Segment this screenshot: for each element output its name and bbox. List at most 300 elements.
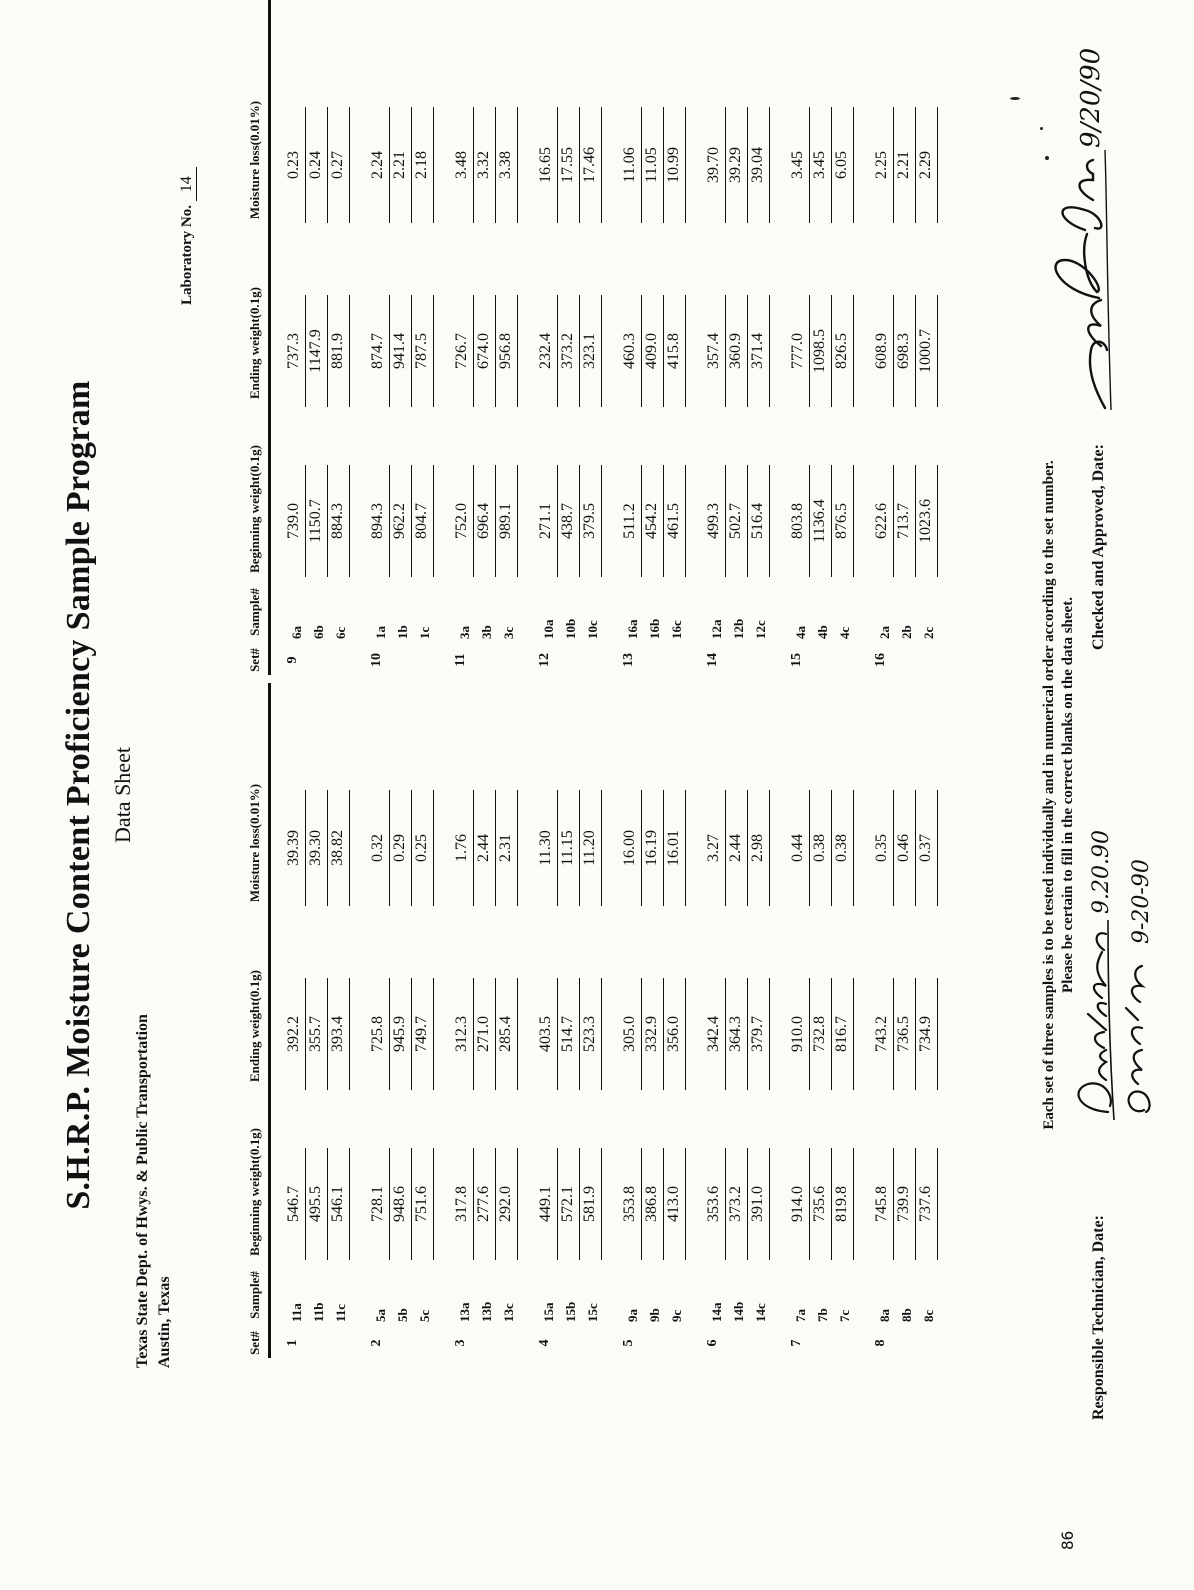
moisture-loss-cell: 3.45 [811,107,832,223]
set-group [523,683,607,1358]
beginning-weight-cell: 413.0 [665,1148,686,1260]
sample-id: 9c [669,1309,684,1322]
laboratory-number-value: 14 [178,167,197,201]
table-row [811,0,833,675]
moisture-loss-cell: 2.21 [391,107,412,223]
ending-weight-cell: 392.2 [285,978,306,1090]
ending-weight-cell: 271.0 [475,978,496,1090]
table-row [727,683,749,1358]
beginning-weight-cell: 502.7 [727,465,748,577]
moisture-loss-cell: 2.31 [497,790,518,906]
beginning-weight-cell: 391.0 [749,1148,770,1260]
beginning-weight-cell: 379.5 [581,465,602,577]
sample-id: 3a [457,626,472,639]
sample-id: 8b [899,1308,914,1322]
sample-id: 3b [479,625,494,639]
table-row [391,0,413,675]
header-moisture-loss: Moisture loss(0.01%) [247,100,262,220]
ending-weight-cell: 305.0 [621,978,642,1090]
moisture-loss-cell: 2.44 [475,790,496,906]
sample-id: 13c [501,1303,516,1322]
moisture-loss-cell: 3.45 [789,107,810,223]
agency-block [132,1014,176,1368]
moisture-loss-cell: 3.27 [705,790,726,906]
sample-id: 11b [311,1302,326,1322]
sample-id: 1a [373,626,388,639]
page-title: S.H.R.P. Moisture Content Proficiency Sample Program [60,380,97,1210]
ending-weight-cell: 910.0 [789,978,810,1090]
table-row [643,683,665,1358]
sample-id: 4b [815,625,830,639]
sample-id: 15a [541,1302,556,1322]
table-row [581,0,603,675]
beginning-weight-cell: 914.0 [789,1148,810,1260]
beginning-weight-cell: 438.7 [559,465,580,577]
beginning-weight-cell: 751.6 [413,1148,434,1260]
set-number: 8 [873,1339,888,1347]
moisture-loss-cell: 2.98 [749,790,770,906]
sample-id: 1c [417,626,432,639]
sample-id: 1b [395,625,410,639]
moisture-loss-cell: 0.38 [833,790,854,906]
beginning-weight-cell: 713.7 [895,465,916,577]
sample-id: 14a [709,1302,724,1322]
header-sample: Sample# [247,588,262,636]
moisture-loss-cell: 38.82 [329,790,350,906]
sample-id: 14b [731,1301,746,1322]
sample-id: 8a [877,1309,892,1322]
table-row [789,0,811,675]
ending-weight-cell: 514.7 [559,978,580,1090]
set-number: 16 [873,653,888,667]
table-row [413,683,435,1358]
beginning-weight-cell: 819.8 [833,1148,854,1260]
sample-id: 12b [731,618,746,639]
ending-weight-cell: 403.5 [537,978,558,1090]
table-row [307,0,329,675]
ending-weight-cell: 941.4 [391,295,412,407]
ending-weight-cell: 523.3 [581,978,602,1090]
table-row [895,683,917,1358]
moisture-loss-cell: 11.20 [581,790,602,906]
beginning-weight-cell: 449.1 [537,1148,558,1260]
table-row [453,683,475,1358]
moisture-loss-cell: 39.30 [307,790,328,906]
sample-id: 4c [837,626,852,639]
beginning-weight-cell: 696.4 [475,465,496,577]
table-row [453,0,475,675]
moisture-loss-cell: 16.19 [643,790,664,906]
sample-id: 16b [647,618,662,639]
table-row [621,0,643,675]
moisture-loss-cell: 16.65 [537,107,558,223]
set-group [607,683,691,1358]
beginning-weight-cell: 271.1 [537,465,558,577]
set-number: 4 [537,1339,552,1347]
beginning-weight-cell: 989.1 [497,465,518,577]
table-row [285,683,307,1358]
beginning-weight-cell: 499.3 [705,465,726,577]
header-sample: Sample# [247,1271,262,1319]
ending-weight-cell: 1147.9 [307,295,328,407]
ending-weight-cell: 356.0 [665,978,686,1090]
ending-weight-cell: 826.5 [833,295,854,407]
laboratory-label: Laboratory No. [179,205,195,305]
moisture-loss-cell: 0.27 [329,107,350,223]
set-group [691,0,775,675]
table-row [727,0,749,675]
table-row [665,0,687,675]
beginning-weight-cell: 373.2 [727,1148,748,1260]
ending-weight-cell: 734.9 [917,978,938,1090]
table-row [895,0,917,675]
ending-weight-cell: 725.8 [369,978,390,1090]
table-body-right [271,0,943,675]
table-row [873,0,895,675]
set-group [439,683,523,1358]
beginning-weight-cell: 546.1 [329,1148,350,1260]
set-number: 9 [285,656,300,664]
beginning-weight-cell: 516.4 [749,465,770,577]
moisture-loss-cell: 0.38 [811,790,832,906]
header-moisture-loss: Moisture loss(0.01%) [247,783,262,903]
sample-id: 7c [837,1309,852,1322]
beginning-weight-cell: 803.8 [789,465,810,577]
ending-weight-cell: 1098.5 [811,295,832,407]
technician-signature [1048,800,1158,1120]
table-row [413,0,435,675]
sample-id: 10a [541,619,556,639]
moisture-loss-cell: 2.21 [895,107,916,223]
header-set: Set# [247,1331,262,1355]
moisture-loss-cell: 0.35 [873,790,894,906]
table-row [559,0,581,675]
ending-weight-cell: 355.7 [307,978,328,1090]
sample-id: 5c [417,1309,432,1322]
page-number: 86 [1058,1530,1077,1550]
ending-weight-cell: 726.7 [453,295,474,407]
sample-id: 15c [585,1303,600,1322]
set-group [859,683,943,1358]
sample-id: 16a [625,619,640,639]
data-table-left [208,683,943,1358]
sample-id: 2a [877,626,892,639]
instructions-line-1: Each set of three samples is to be tested individually and in numerical order according to the set number. [1041,460,1057,1130]
beginning-weight-cell: 461.5 [665,465,686,577]
moisture-loss-cell: 2.25 [873,107,894,223]
ending-weight-cell: 332.9 [643,978,664,1090]
table-header-right [208,0,271,675]
set-number: 11 [453,653,468,667]
set-group [355,683,439,1358]
ending-weight-cell: 698.3 [895,295,916,407]
moisture-loss-cell: 2.44 [727,790,748,906]
table-row [833,0,855,675]
table-row [391,683,413,1358]
beginning-weight-cell: 948.6 [391,1148,412,1260]
technician-label: Responsible Technician, Date: [1090,1215,1107,1420]
set-number: 13 [621,653,636,667]
beginning-weight-cell: 884.3 [329,465,350,577]
moisture-loss-cell: 3.38 [497,107,518,223]
ending-weight-cell: 816.7 [833,978,854,1090]
sample-id: 13a [457,1302,472,1322]
ending-weight-cell: 749.7 [413,978,434,1090]
ending-weight-cell: 360.9 [727,295,748,407]
set-group [355,0,439,675]
table-row [285,0,307,675]
moisture-loss-cell: 0.32 [369,790,390,906]
moisture-loss-cell: 16.01 [665,790,686,906]
table-row [329,0,351,675]
ending-weight-cell: 881.9 [329,295,350,407]
table-body-left [271,683,943,1358]
beginning-weight-cell: 277.6 [475,1148,496,1260]
sample-id: 12a [709,619,724,639]
table-row [749,683,771,1358]
beginning-weight-cell: 876.5 [833,465,854,577]
table-row [497,0,519,675]
sample-id: 7b [815,1308,830,1322]
beginning-weight-cell: 1023.6 [917,465,938,577]
table-row [537,0,559,675]
set-number: 3 [453,1339,468,1347]
set-number: 5 [621,1339,636,1347]
ending-weight-cell: 787.5 [413,295,434,407]
beginning-weight-cell: 511.2 [621,465,642,577]
beginning-weight-cell: 894.3 [369,465,390,577]
sample-id: 2b [899,625,914,639]
ending-weight-cell: 736.5 [895,978,916,1090]
beginning-weight-cell: 622.6 [873,465,894,577]
sample-id: 13b [479,1301,494,1322]
moisture-loss-cell: 2.29 [917,107,938,223]
ending-weight-cell: 777.0 [789,295,810,407]
beginning-weight-cell: 1136.4 [811,465,832,577]
ending-weight-cell: 312.3 [453,978,474,1090]
table-row [307,683,329,1358]
agency-city: Austin, Texas [156,1276,173,1368]
moisture-loss-cell: 39.29 [727,107,748,223]
moisture-loss-cell: 11.15 [559,790,580,906]
beginning-weight-cell: 728.1 [369,1148,390,1260]
sample-id: 8c [921,1309,936,1322]
moisture-loss-cell: 0.23 [285,107,306,223]
set-number: 6 [705,1339,720,1347]
table-row [833,683,855,1358]
moisture-loss-cell: 2.18 [413,107,434,223]
moisture-loss-cell: 39.04 [749,107,770,223]
moisture-loss-cell: 11.05 [643,107,664,223]
ending-weight-cell: 393.4 [329,978,350,1090]
set-number: 7 [789,1339,804,1347]
ending-weight-cell: 379.7 [749,978,770,1090]
header-beginning-weight: Beginning weight(0.1g) [247,445,262,573]
table-row [369,683,391,1358]
ending-weight-cell: 1000.7 [917,295,938,407]
table-row [917,0,939,675]
moisture-loss-cell: 0.29 [391,790,412,906]
moisture-loss-cell: 0.25 [413,790,434,906]
sample-id: 11a [289,1303,304,1322]
ending-weight-cell: 945.9 [391,978,412,1090]
moisture-loss-cell: 0.37 [917,790,938,906]
table-row [705,0,727,675]
sample-id: 7a [793,1309,808,1322]
header-set: Set# [247,648,262,672]
ending-weight-cell: 285.4 [497,978,518,1090]
beginning-weight-cell: 739.9 [895,1148,916,1260]
set-group [691,683,775,1358]
table-row [789,683,811,1358]
table-row [369,0,391,675]
ending-weight-cell: 323.1 [581,295,602,407]
table-row [873,683,895,1358]
sample-id: 16c [669,620,684,639]
set-group [859,0,943,675]
set-group [775,0,859,675]
sample-id: 15b [563,1301,578,1322]
header-beginning-weight: Beginning weight(0.1g) [247,1128,262,1256]
set-number: 14 [705,653,720,667]
moisture-loss-cell: 0.44 [789,790,810,906]
moisture-loss-cell: 1.76 [453,790,474,906]
header-ending-weight: Ending weight(0.1g) [247,287,262,399]
sample-id: 4a [793,626,808,639]
sample-id: 3c [501,626,516,639]
set-group [523,0,607,675]
page-subtitle: Data Sheet [110,747,135,843]
ending-weight-cell: 608.9 [873,295,894,407]
table-row [665,683,687,1358]
set-group [607,0,691,675]
sample-id: 5a [373,1309,388,1322]
set-group [271,0,355,675]
set-number: 1 [285,1339,300,1347]
sample-id: 14c [753,1303,768,1322]
ending-weight-cell: 874.7 [369,295,390,407]
table-row [497,683,519,1358]
set-number: 2 [369,1339,384,1347]
scan-speck [1010,97,1020,100]
scan-speck [1045,156,1049,160]
beginning-weight-cell: 572.1 [559,1148,580,1260]
moisture-loss-cell: 3.32 [475,107,496,223]
sample-id: 2c [921,626,936,639]
ending-weight-cell: 460.3 [621,295,642,407]
table-row [621,683,643,1358]
moisture-loss-cell: 17.46 [581,107,602,223]
instructions-line-2: Please be certain to fill in the correct blanks on the data sheet. [1060,597,1076,993]
moisture-loss-cell: 3.48 [453,107,474,223]
ending-weight-cell: 409.0 [643,295,664,407]
moisture-loss-cell: 10.99 [665,107,686,223]
approver-field [1090,444,1108,650]
table-row [917,683,939,1358]
ending-weight-cell: 956.8 [497,295,518,407]
ending-weight-cell: 743.2 [873,978,894,1090]
beginning-weight-cell: 386.8 [643,1148,664,1260]
table-row [811,683,833,1358]
moisture-loss-cell: 16.00 [621,790,642,906]
moisture-loss-cell: 0.24 [307,107,328,223]
beginning-weight-cell: 495.5 [307,1148,328,1260]
table-row [581,683,603,1358]
ending-weight-cell: 415.8 [665,295,686,407]
ending-weight-cell: 737.3 [285,295,306,407]
ending-weight-cell: 373.2 [559,295,580,407]
ending-weight-cell: 364.3 [727,978,748,1090]
approver-label: Checked and Approved, Date: [1090,444,1107,650]
beginning-weight-cell: 353.6 [705,1148,726,1260]
moisture-loss-cell: 17.55 [559,107,580,223]
beginning-weight-cell: 752.0 [453,465,474,577]
moisture-loss-cell: 0.46 [895,790,916,906]
beginning-weight-cell: 353.8 [621,1148,642,1260]
beginning-weight-cell: 745.8 [873,1148,894,1260]
sample-id: 6b [311,625,326,639]
table-row [329,683,351,1358]
set-group [775,683,859,1358]
beginning-weight-cell: 292.0 [497,1148,518,1260]
set-number: 15 [789,653,804,667]
approver-date: 9/20/90 [1076,47,1106,148]
beginning-weight-cell: 739.0 [285,465,306,577]
set-number: 12 [537,653,552,667]
approver-signature [1035,10,1145,410]
beginning-weight-cell: 1150.7 [307,465,328,577]
sample-id: 10c [585,620,600,639]
moisture-loss-cell: 39.70 [705,107,726,223]
ending-weight-cell: 357.4 [705,295,726,407]
table-row [537,683,559,1358]
agency-name: Texas State Dept. of Hwys. & Public Transportation [134,1014,151,1368]
beginning-weight-cell: 962.2 [391,465,412,577]
scan-speck [1040,127,1043,130]
ending-weight-cell: 342.4 [705,978,726,1090]
moisture-loss-cell: 6.05 [833,107,854,223]
sample-id: 6c [333,626,348,639]
ending-weight-cell: 674.0 [475,295,496,407]
technician-date: 9.20.90 [1089,830,1114,914]
moisture-loss-cell: 2.24 [369,107,390,223]
table-row [475,683,497,1358]
beginning-weight-cell: 581.9 [581,1148,602,1260]
set-number: 10 [369,653,384,667]
sample-id: 5b [395,1308,410,1322]
table-row [705,683,727,1358]
moisture-loss-cell: 11.06 [621,107,642,223]
sample-id: 12c [753,620,768,639]
moisture-loss-cell: 39.39 [285,790,306,906]
header-ending-weight: Ending weight(0.1g) [247,970,262,1082]
sample-id: 10b [563,618,578,639]
table-header-left [208,683,271,1358]
beginning-weight-cell: 737.6 [917,1148,938,1260]
moisture-loss-cell: 11.30 [537,790,558,906]
laboratory-number [178,167,197,305]
table-row [475,0,497,675]
technician2-date: 9-20-90 [1129,859,1154,944]
sample-id: 6a [289,626,304,639]
set-group [271,683,355,1358]
beginning-weight-cell: 454.2 [643,465,664,577]
technician-field [1090,1215,1108,1420]
beginning-weight-cell: 804.7 [413,465,434,577]
table-row [559,683,581,1358]
sample-id: 9b [647,1308,662,1322]
table-row [643,0,665,675]
